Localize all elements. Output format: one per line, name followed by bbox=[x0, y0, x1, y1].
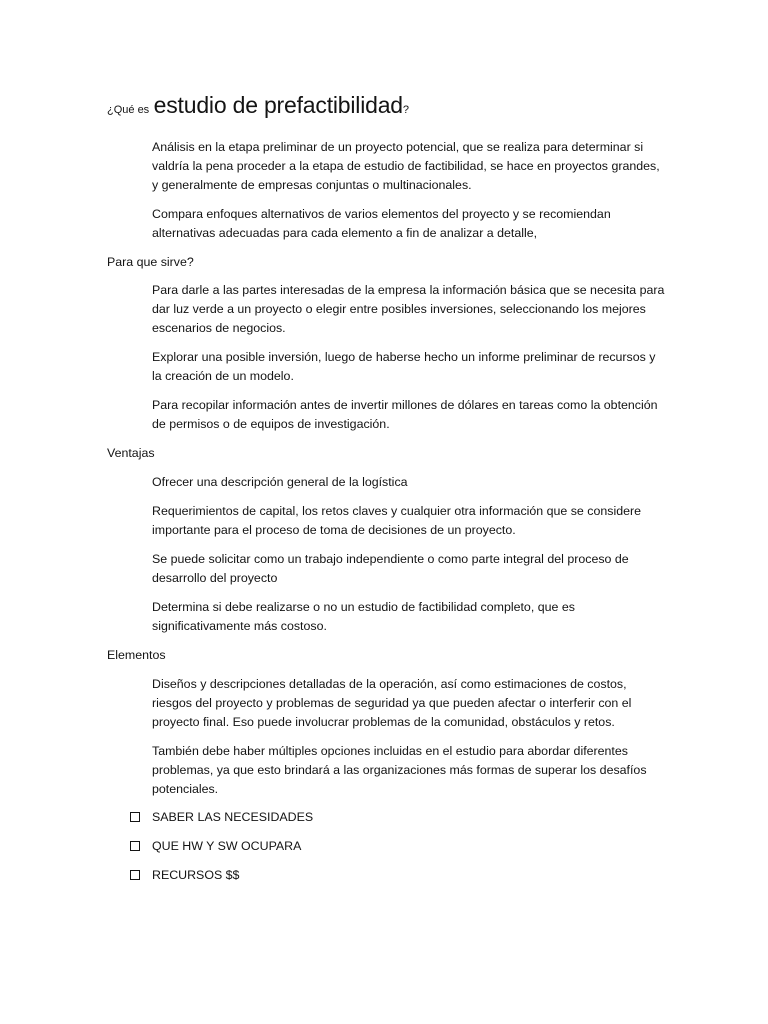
checkbox-square-icon bbox=[130, 841, 140, 851]
title-prefix: ¿Qué es bbox=[107, 104, 150, 116]
checkbox-square-icon bbox=[130, 870, 140, 880]
title-main: estudio de prefactibilidad bbox=[153, 92, 403, 118]
checklist-item-label: RECURSOS $$ bbox=[152, 868, 240, 882]
sirve-paragraph-2: Explorar una posible inversión, luego de haberse hecho un informe preliminar de recursos y la creación de un modelo. bbox=[152, 350, 656, 383]
section-heading-elementos: Elementos bbox=[107, 648, 166, 662]
ventajas-paragraph-1: Ofrecer una descripción general de la logística bbox=[152, 475, 408, 489]
elementos-paragraph-1: Diseños y descripciones detalladas de la operación, así como estimaciones de costos, riesgos del proyecto y problemas de seguridad ya que pueden afectar o interferir con el proyecto final. Eso puede involucrar problemas de la comunidad, obstáculos y retos. bbox=[152, 677, 632, 729]
checkbox-square-icon bbox=[130, 812, 140, 822]
ventajas-paragraph-2: Requerimientos de capital, los retos claves y cualquier otra información que se considere importante para el proceso de toma de decisiones de un proyecto. bbox=[152, 504, 641, 537]
checklist-item bbox=[130, 837, 301, 856]
checklist-item-label: SABER LAS NECESIDADES bbox=[152, 810, 314, 824]
elementos-paragraph-2: También debe haber múltiples opciones incluidas en el estudio para abordar diferentes problemas, ya que esto brindará a las organizaciones más formas de superar los desafíos potenciales. bbox=[152, 744, 647, 796]
intro-paragraph-1: Análisis en la etapa preliminar de un proyecto potencial, que se realiza para determinar si valdría la pena proceder a la etapa de estudio de factibilidad, se hace en proyectos grandes, y generalmente de empresas conjuntas o multinacionales. bbox=[152, 140, 660, 192]
sirve-paragraph-3: Para recopilar información antes de invertir millones de dólares en tareas como la obtención de permisos o de equipos de investigación. bbox=[152, 398, 658, 431]
section-heading-para-que-sirve: Para que sirve? bbox=[107, 255, 194, 269]
checklist-item-label: QUE HW Y SW OCUPARA bbox=[152, 839, 302, 853]
checklist-item bbox=[130, 866, 239, 885]
title-suffix: ? bbox=[402, 104, 410, 116]
page-title bbox=[107, 92, 409, 119]
intro-paragraph-2: Compara enfoques alternativos de varios elementos del proyecto y se recomiendan alternativas adecuadas para cada elemento a fin de analizar a detalle, bbox=[152, 207, 611, 240]
sirve-paragraph-1: Para darle a las partes interesadas de la empresa la información básica que se necesita para dar luz verde a un proyecto o elegir entre posibles inversiones, seleccionando los mejores escenarios de negocios. bbox=[152, 283, 665, 335]
section-heading-ventajas: Ventajas bbox=[107, 446, 155, 460]
checklist-item bbox=[130, 808, 313, 827]
ventajas-paragraph-4: Determina si debe realizarse o no un estudio de factibilidad completo, que es significativamente más costoso. bbox=[152, 600, 575, 633]
ventajas-paragraph-3: Se puede solicitar como un trabajo independiente o como parte integral del proceso de desarrollo del proyecto bbox=[152, 552, 629, 585]
